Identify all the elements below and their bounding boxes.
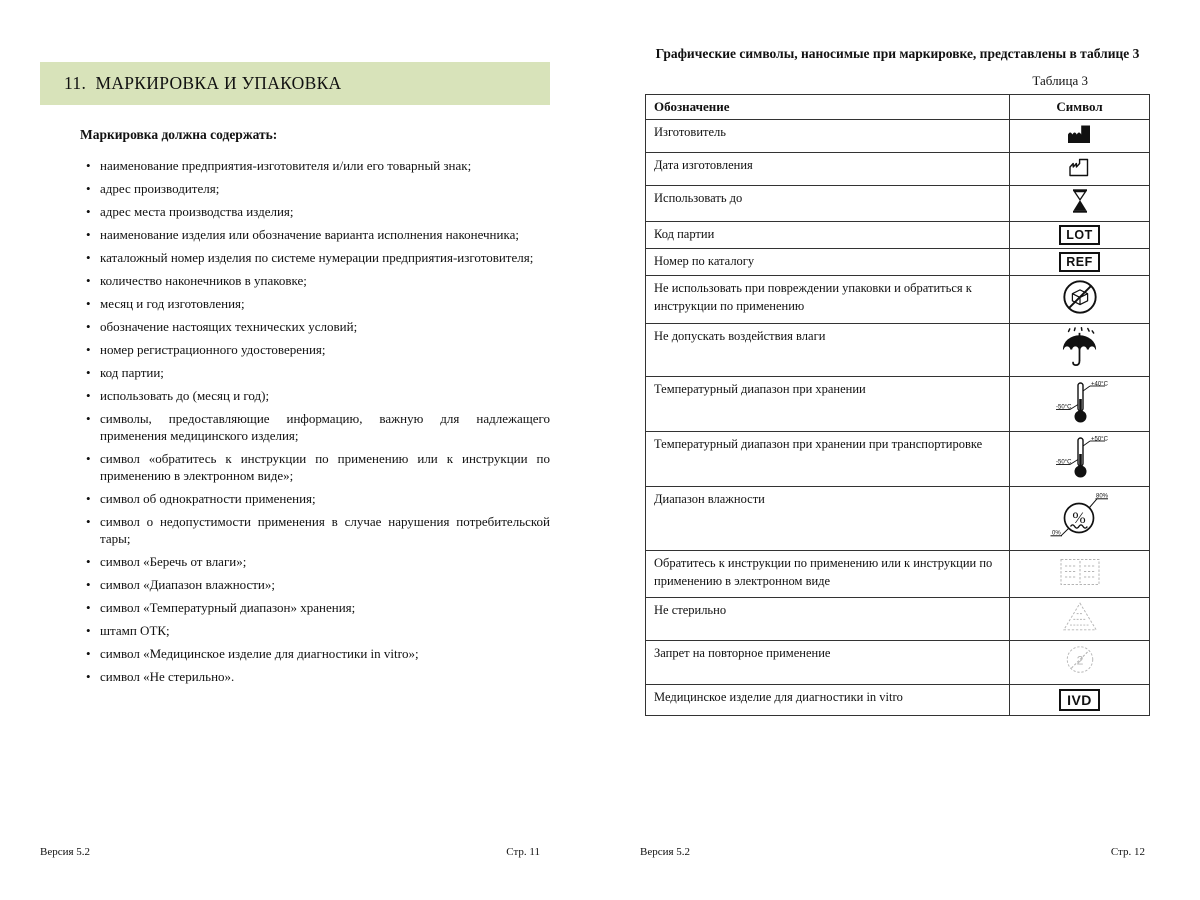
bullet-item: • наименование изделия или обозначение варианта исполнения наконечника; <box>100 226 550 243</box>
symbol-description: Изготовитель <box>646 120 1010 153</box>
table-row <box>646 120 1150 153</box>
table-row <box>646 276 1150 324</box>
table-row <box>646 324 1150 377</box>
symbol-description: Диапазон влажности <box>646 487 1010 551</box>
table-row <box>646 487 1150 551</box>
symbol-cell <box>1010 276 1150 324</box>
ref-icon: REF <box>1059 252 1100 272</box>
symbol-description: Не использовать при повреждении упаковки и обратиться к инструкции по применению <box>646 276 1010 324</box>
marking-bullet-list <box>40 157 550 685</box>
humidity-range-icon <box>1049 489 1111 543</box>
svg-text:%: % <box>1071 509 1086 527</box>
bullet-item: • символ «Температурный диапазон» хранения; <box>100 599 550 616</box>
bullet-item: • обозначение настоящих технических условий; <box>100 318 550 335</box>
svg-text:-50°C: -50°C <box>1055 459 1071 466</box>
symbol-cell <box>1010 324 1150 377</box>
footer-right <box>640 846 1145 858</box>
symbol-cell <box>1010 153 1150 186</box>
symbol-cell <box>1010 432 1150 487</box>
symbol-cell <box>1010 551 1150 598</box>
transport-temperature-icon <box>1049 434 1111 479</box>
table-row <box>646 186 1150 222</box>
symbol-description: Запрет на повторное применение <box>646 641 1010 685</box>
symbol-description: Номер по каталогу <box>646 249 1010 276</box>
no-reuse-icon <box>1063 643 1097 677</box>
non-sterile-icon <box>1061 600 1099 633</box>
version-label: Версия 5.2 <box>640 846 691 858</box>
section-heading: 11. МАРКИРОВКА И УПАКОВКА <box>40 62 550 105</box>
bullet-item: • символ «Диапазон влажности»; <box>100 576 550 593</box>
page-number: Стр. 11 <box>506 846 540 858</box>
symbol-cell <box>1010 377 1150 432</box>
table-row <box>646 432 1150 487</box>
symbol-description: Дата изготовления <box>646 153 1010 186</box>
symbols-table-body <box>646 120 1150 716</box>
bullet-item: • адрес места производства изделия; <box>100 203 550 220</box>
table-caption: Таблица 3 <box>1032 73 1088 89</box>
table-row <box>646 551 1150 598</box>
symbols-table-title: Графические символы, наносимые при маркировке, представлены в таблице 3 <box>655 46 1140 61</box>
bullet-item: • количество наконечников в упаковке; <box>100 272 550 289</box>
bullet-item: • символы, предоставляющие информацию, важную для надлежащего применения медицинского изделия; <box>100 410 550 444</box>
date-of-manufacture-icon <box>1066 155 1094 178</box>
bullet-item: • наименование предприятия-изготовителя и/или его товарный знак; <box>100 157 550 174</box>
symbol-cell <box>1010 222 1150 249</box>
svg-text:-50°C: -50°C <box>1055 404 1071 411</box>
manufacturer-icon <box>1065 122 1095 145</box>
bullet-item: • символ «Не стерильно». <box>100 668 550 685</box>
svg-text:80%: 80% <box>1095 493 1108 500</box>
page-number: Стр. 12 <box>1110 846 1145 858</box>
table-row <box>646 641 1150 685</box>
svg-text:+40°C: +40°C <box>1090 381 1108 388</box>
symbol-description: Обратитесь к инструкции по применению или к инструкции по применению в электронном виде <box>646 551 1010 598</box>
table-header-row <box>646 95 1150 120</box>
version-label: Версия 5.2 <box>40 846 91 858</box>
use-by-hourglass-icon <box>1070 188 1090 214</box>
column-header-symbol: Символ <box>1010 95 1150 120</box>
bullet-item: • символ о недопустимости применения в случае нарушения потребительской тары; <box>100 513 550 547</box>
table-row <box>646 249 1150 276</box>
table-row <box>646 377 1150 432</box>
symbols-table <box>645 94 1150 716</box>
page-left <box>40 62 550 691</box>
bullet-item: • номер регистрационного удостоверения; <box>100 341 550 358</box>
damaged-package-icon <box>1061 278 1099 316</box>
symbol-cell <box>1010 120 1150 153</box>
symbol-cell <box>1010 598 1150 641</box>
bullet-item: • символ об однократности применения; <box>100 490 550 507</box>
symbol-description: Температурный диапазон при хранении <box>646 377 1010 432</box>
marking-intro: Маркировка должна содержать: <box>80 127 278 142</box>
bullet-item: • символ «обратитесь к инструкции по применению или к инструкции по применению в электронном виде»; <box>100 450 550 484</box>
symbol-cell <box>1010 641 1150 685</box>
bullet-item: • символ «Медицинское изделие для диагностики in vitro»; <box>100 645 550 662</box>
bullet-item: • каталожный номер изделия по системе нумерации предприятия-изготовителя; <box>100 249 550 266</box>
lot-icon: LOT <box>1059 225 1100 245</box>
bullet-item: • месяц и год изготовления; <box>100 295 550 312</box>
svg-text:2: 2 <box>1076 653 1083 668</box>
symbol-cell <box>1010 249 1150 276</box>
symbol-cell <box>1010 685 1150 716</box>
table-row <box>646 153 1150 186</box>
symbol-cell <box>1010 487 1150 551</box>
bullet-item: • символ «Беречь от влаги»; <box>100 553 550 570</box>
bullet-item: • штамп ОТК; <box>100 622 550 639</box>
symbol-cell <box>1010 186 1150 222</box>
svg-text:+50°C: +50°C <box>1090 436 1108 443</box>
symbol-description: Код партии <box>646 222 1010 249</box>
page-right <box>645 46 1150 716</box>
column-header-designation: Обозначение <box>646 95 1010 120</box>
footer-left <box>40 846 540 858</box>
symbol-description: Не допускать воздействия влаги <box>646 324 1010 377</box>
bullet-item: • использовать до (месяц и год); <box>100 387 550 404</box>
symbol-description: Температурный диапазон при хранении при транспортировке <box>646 432 1010 487</box>
table-row <box>646 598 1150 641</box>
svg-text:0%: 0% <box>1051 530 1061 537</box>
symbol-description: Использовать до <box>646 186 1010 222</box>
symbol-description: Медицинское изделие для диагностики in vitro <box>646 685 1010 716</box>
ivd-icon: IVD <box>1059 689 1100 711</box>
table-row <box>646 222 1150 249</box>
table-row <box>646 685 1150 716</box>
storage-temperature-icon <box>1049 379 1111 424</box>
symbol-description: Не стерильно <box>646 598 1010 641</box>
keep-dry-umbrella-icon <box>1058 326 1101 369</box>
consult-instructions-icon <box>1059 557 1101 587</box>
bullet-item: • код партии; <box>100 364 550 381</box>
bullet-item: • адрес производителя; <box>100 180 550 197</box>
